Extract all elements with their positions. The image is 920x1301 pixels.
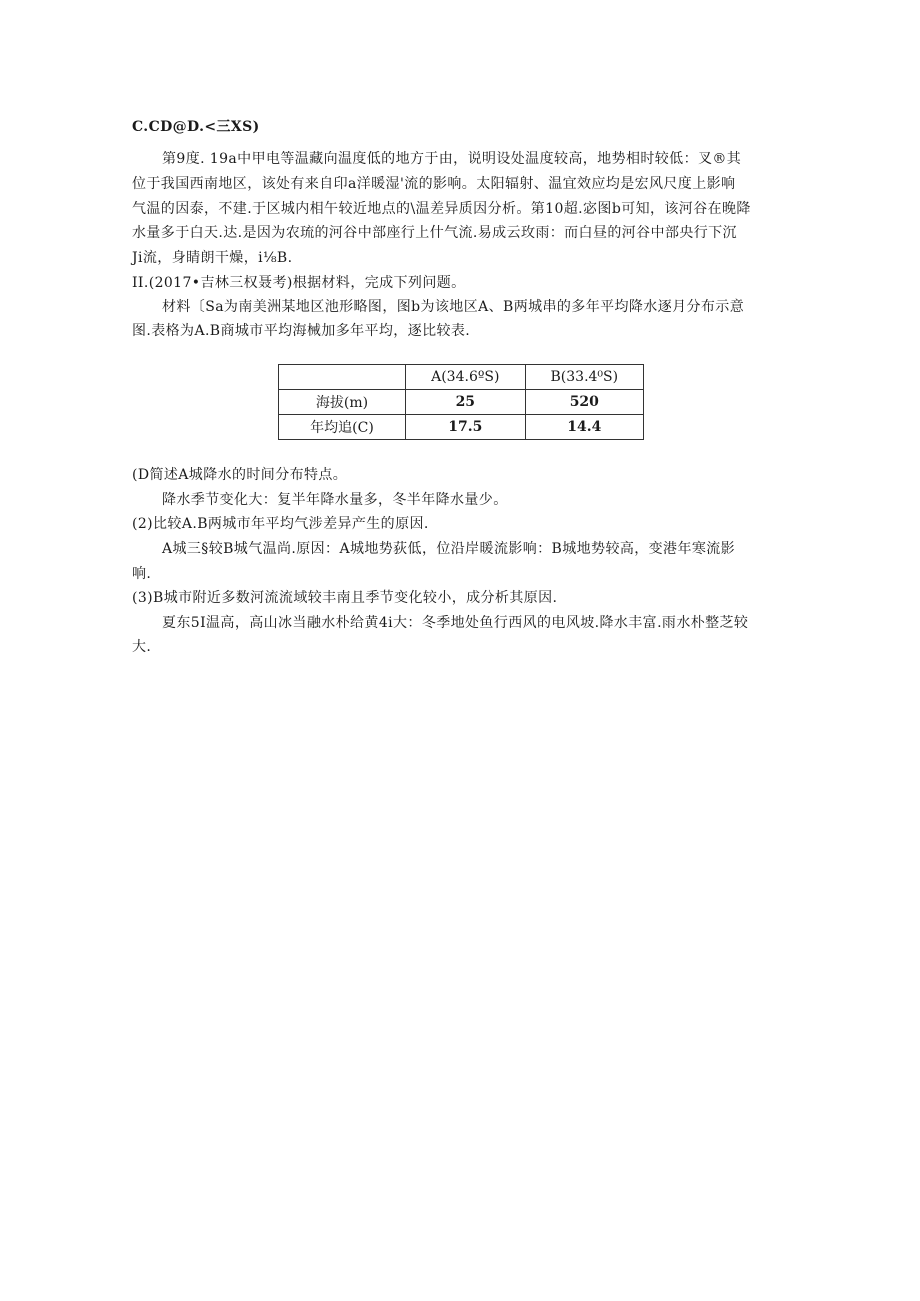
table-header-a: A(34.6ºS) bbox=[406, 365, 526, 390]
comparison-table bbox=[278, 364, 644, 440]
answer-options-line: C.CD@D.<三XS) bbox=[132, 119, 260, 135]
question-heading: II.(2017•吉林三权聂考)根据材料，完成下列问题。 bbox=[132, 275, 466, 291]
table-cell: 14.4 bbox=[525, 415, 643, 440]
sub-question-1: (D简述A城降水的时间分布特点。 bbox=[132, 467, 348, 483]
answer-2-line-1: A城三§较B城气温尚.原因：A城地势荻低，位沿岸暖流影响：B城地势较高，变港年寒流影 bbox=[162, 541, 736, 557]
answer-2-line-2: 响. bbox=[132, 566, 152, 582]
explanation-line-4: 水量多于白天.达.是因为农琉的河谷中部座行上什气流.易成云玫雨：而白昼的河谷中部央行下沉 bbox=[132, 225, 737, 241]
explanation-line-3: 气温的因泰，不建.于区城内相午较近地点的\温差异质因分析。第10超.宓图b可知，该河谷在晚降 bbox=[132, 201, 751, 217]
table-cell: 25 bbox=[406, 390, 526, 415]
answer-1: 降水季节变化大：复半年降水量多，冬半年降水量少。 bbox=[162, 492, 508, 508]
explanation-line-2: 位于我国西南地区，该处有来自印a洋暖湿'流的影响。太阳辐射、温宜效应均是宏风尺度上影响 bbox=[132, 176, 736, 192]
explanation-line-5: Ji流，身睛朗干燥，i⅛B. bbox=[132, 250, 293, 266]
table-header-b: B(33.4⁰S) bbox=[525, 365, 643, 390]
table-corner-cell bbox=[279, 365, 406, 390]
table-row bbox=[279, 390, 644, 415]
table-cell: 17.5 bbox=[406, 415, 526, 440]
table-row bbox=[279, 415, 644, 440]
material-line-2: 图.表格为A.B商城市平均海械加多年平均，逐比较表. bbox=[132, 323, 471, 339]
table-row-label: 年均追(C) bbox=[279, 415, 406, 440]
sub-question-2: (2)比较A.B两城市年平均气涉差异产生的原因. bbox=[132, 516, 429, 532]
table-row-label: 海拔(m) bbox=[279, 390, 406, 415]
table-cell: 520 bbox=[525, 390, 643, 415]
material-line-1: 材料〔Sa为南美洲某地区池形略图，图b为该地区A、B两城串的多年平均降水逐月分布示意 bbox=[162, 299, 745, 315]
answer-3-line-2: 大. bbox=[132, 639, 152, 655]
table-header-row bbox=[279, 365, 644, 390]
sub-question-3: (3)B城市附近多数河流流域较丰南且季节变化较小，成分析其原因. bbox=[132, 590, 558, 606]
answer-3-line-1: 夏东5I温高，高山冰当融水朴给黄4i大：冬季地处鱼行西风的电风坡.降水丰富.雨水朴整芝较 bbox=[162, 615, 749, 631]
explanation-line-1: 第9度. 19a中甲电等温藏向温度低的地方于由，说明设处温度较高，地势相时较低：叉®其 bbox=[162, 151, 742, 167]
